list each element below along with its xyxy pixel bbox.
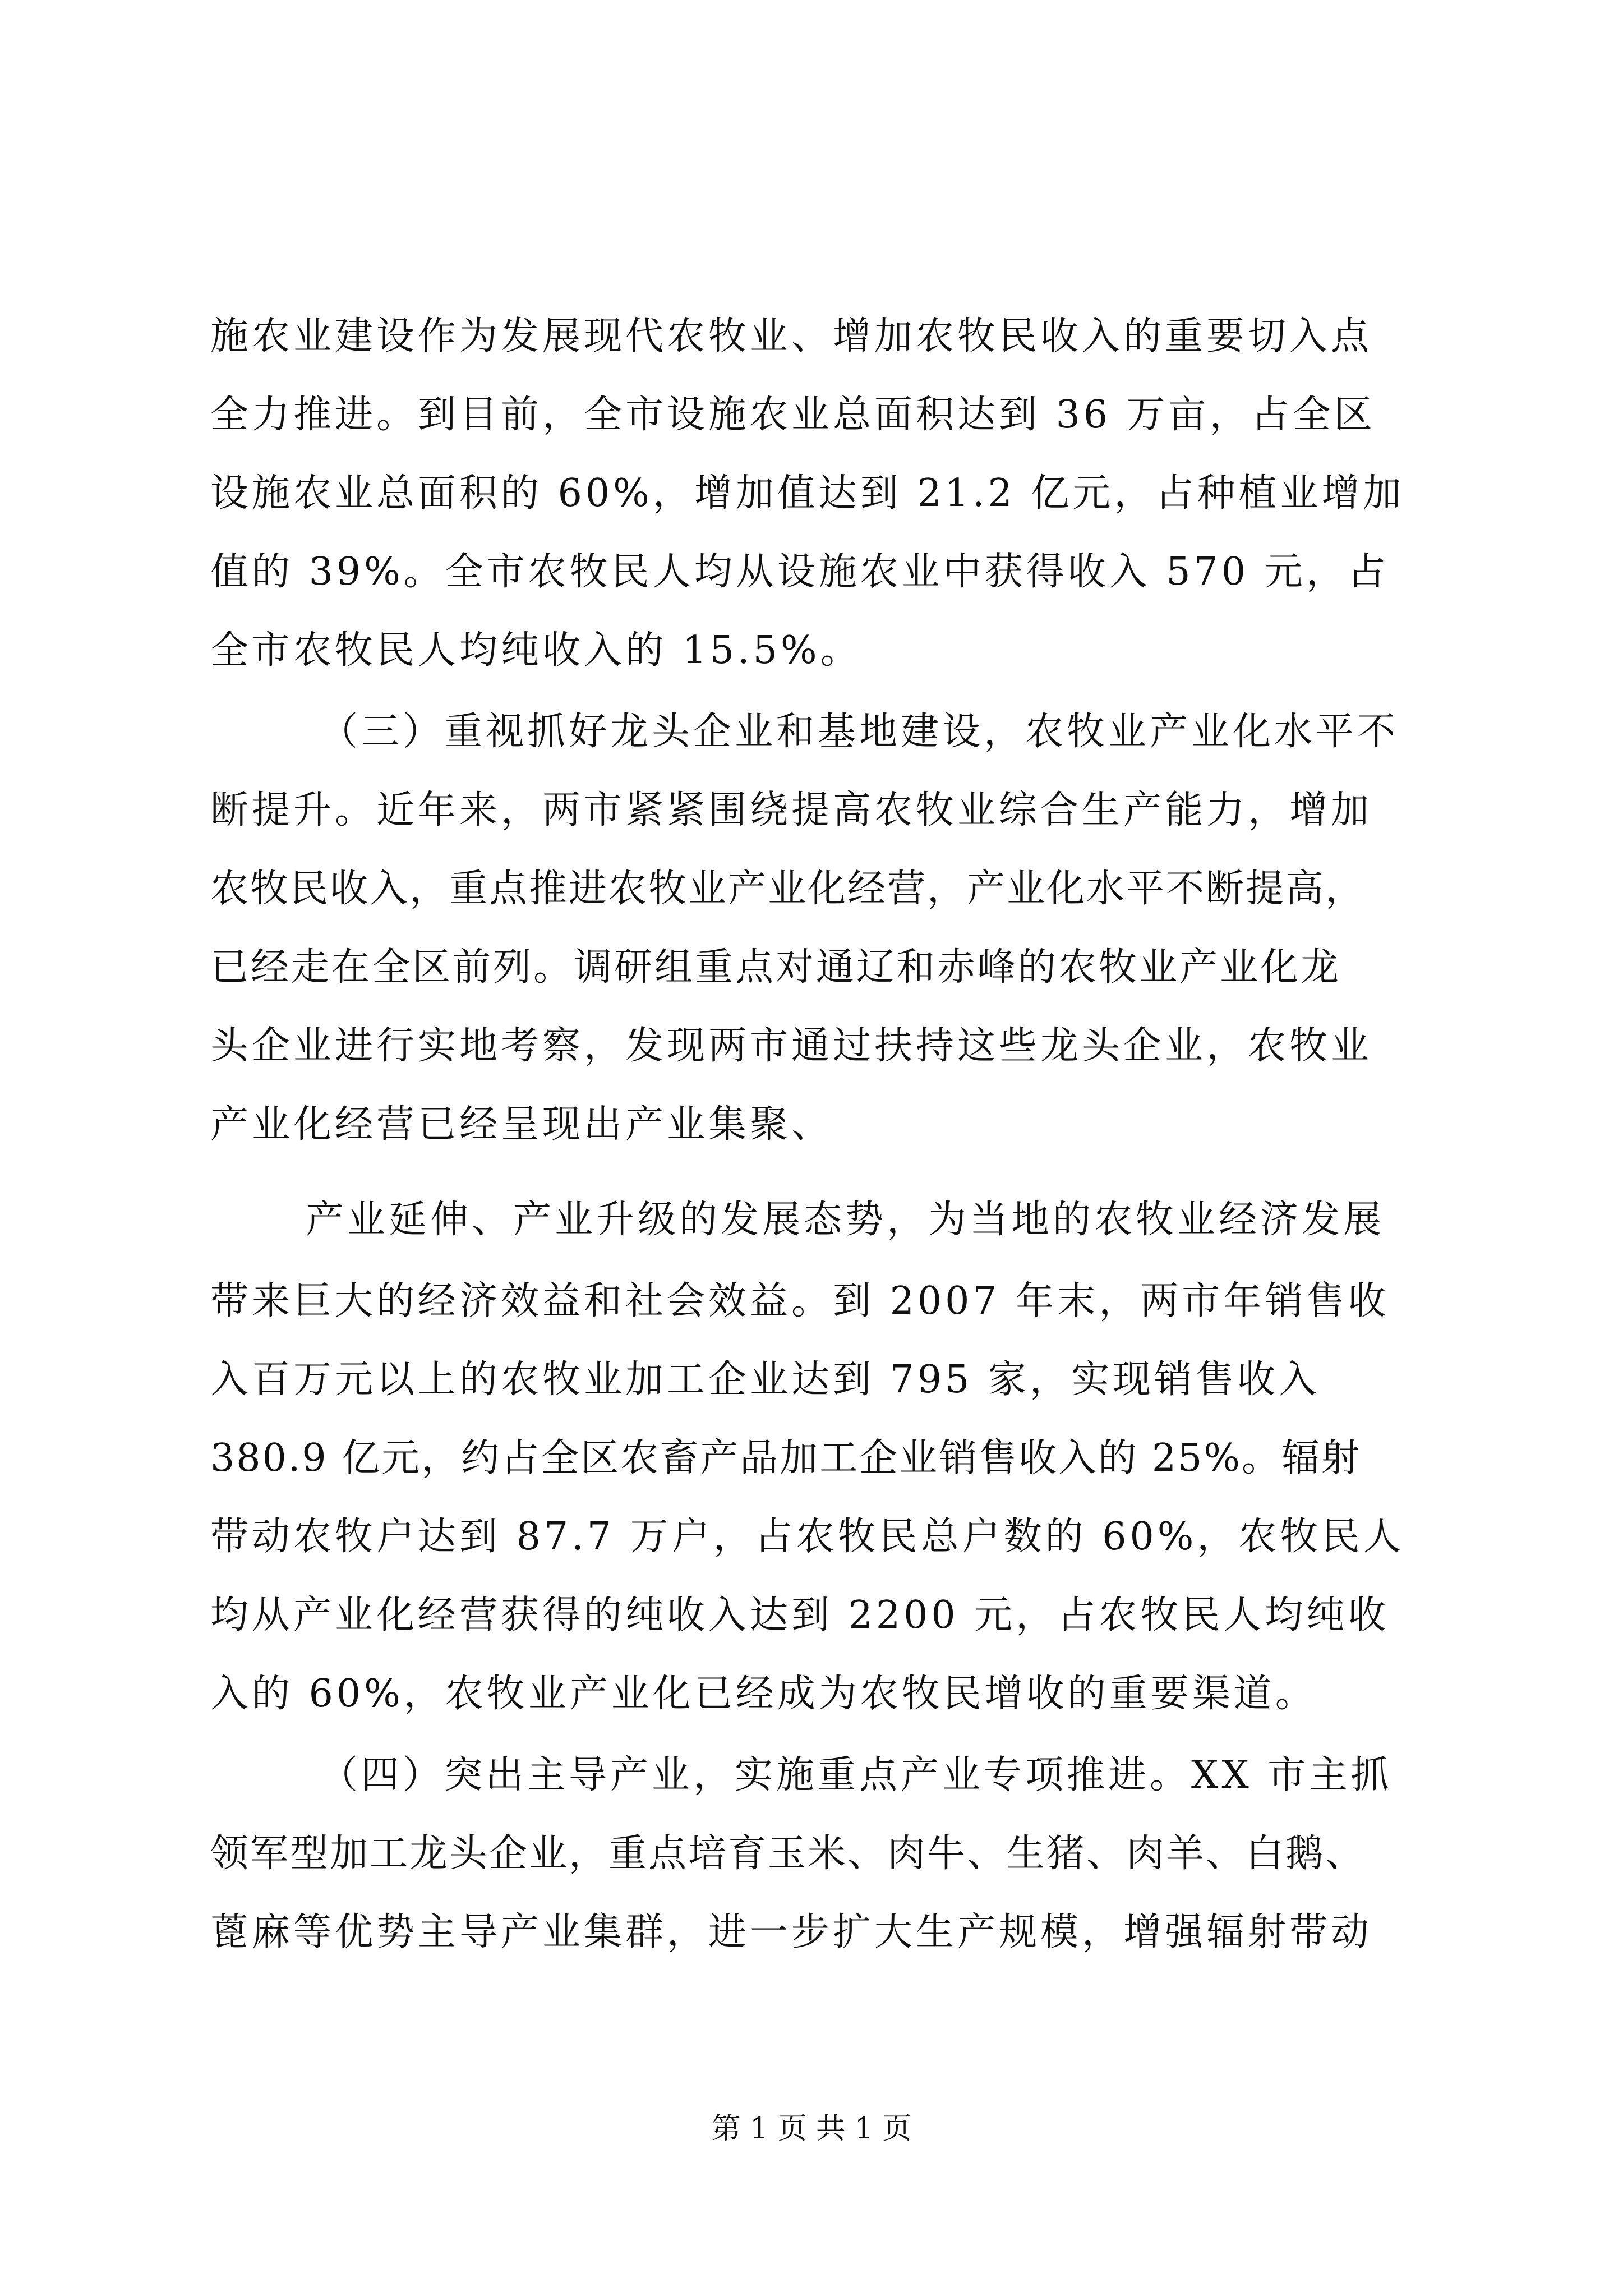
page-number-footer: 第 1 页 共 1 页 [711, 2112, 912, 2146]
text-line: 断提升。近年来，两市紧紧围绕提高农牧业综合生产能力，增加 [210, 788, 1373, 832]
text-line: 入的 60%，农牧业产业化已经成为农牧民增收的重要渠道。 [210, 1672, 1317, 1716]
text-line: 农牧民收入，重点推进农牧业产业化经营，产业化水平不断提高， [210, 867, 1366, 911]
text-line: 蓖麻等优势主导产业集群，进一步扩大生产规模，增强辐射带动 [210, 1910, 1373, 1954]
text-line: 产业化经营已经呈现出产业集聚、 [210, 1102, 833, 1147]
text-line: 设施农业总面积的 60%，增加值达到 21.2 亿元，占种植业增加 [210, 471, 1405, 516]
text-line: 头企业进行实地考察，发现两市通过扶持这些龙头企业，农牧业 [210, 1024, 1373, 1068]
paragraph-heading-4: （四）突出主导产业，实施重点产业专项推进。XX 市主抓 [320, 1753, 1393, 1797]
text-line: 均从产业化经营获得的纯收入达到 2200 元，占农牧民人均纯收 [210, 1593, 1390, 1637]
text-line: 380.9 亿元，约占全区农畜产品加工企业销售收入的 25%。辐射 [210, 1436, 1362, 1480]
text-line: 领军型加工龙头企业，重点培育玉米、肉牛、生猪、肉羊、白鹅、 [210, 1832, 1366, 1876]
text-line: 全市农牧民人均纯收入的 15.5%。 [210, 628, 862, 673]
text-line: 带动农牧户达到 87.7 万户，占农牧民总户数的 60%，农牧民人 [210, 1515, 1405, 1559]
text-line: 产业延伸、产业升级的发展态势，为当地的农牧业经济发展 [306, 1198, 1385, 1242]
text-line: 值的 39%。全市农牧民人均从设施农业中获得收入 570 元，占 [210, 550, 1389, 594]
text-line: 带来巨大的经济效益和社会效益。到 2007 年末，两市年销售收 [210, 1279, 1390, 1323]
text-line: 施农业建设作为发展现代农牧业、增加农牧民收入的重要切入点 [210, 314, 1373, 358]
text-line: 已经走在全区前列。调研组重点对通辽和赤峰的农牧业产业化龙 [210, 945, 1341, 990]
text-line: 入百万元以上的农牧业加工企业达到 795 家，实现销售收入 [210, 1358, 1321, 1402]
paragraph-heading-3: （三）重视抓好龙头企业和基地建设，农牧业产业化水平不 [320, 710, 1399, 754]
text-line: 全力推进。到目前，全市设施农业总面积达到 36 万亩，占全区 [210, 393, 1376, 437]
